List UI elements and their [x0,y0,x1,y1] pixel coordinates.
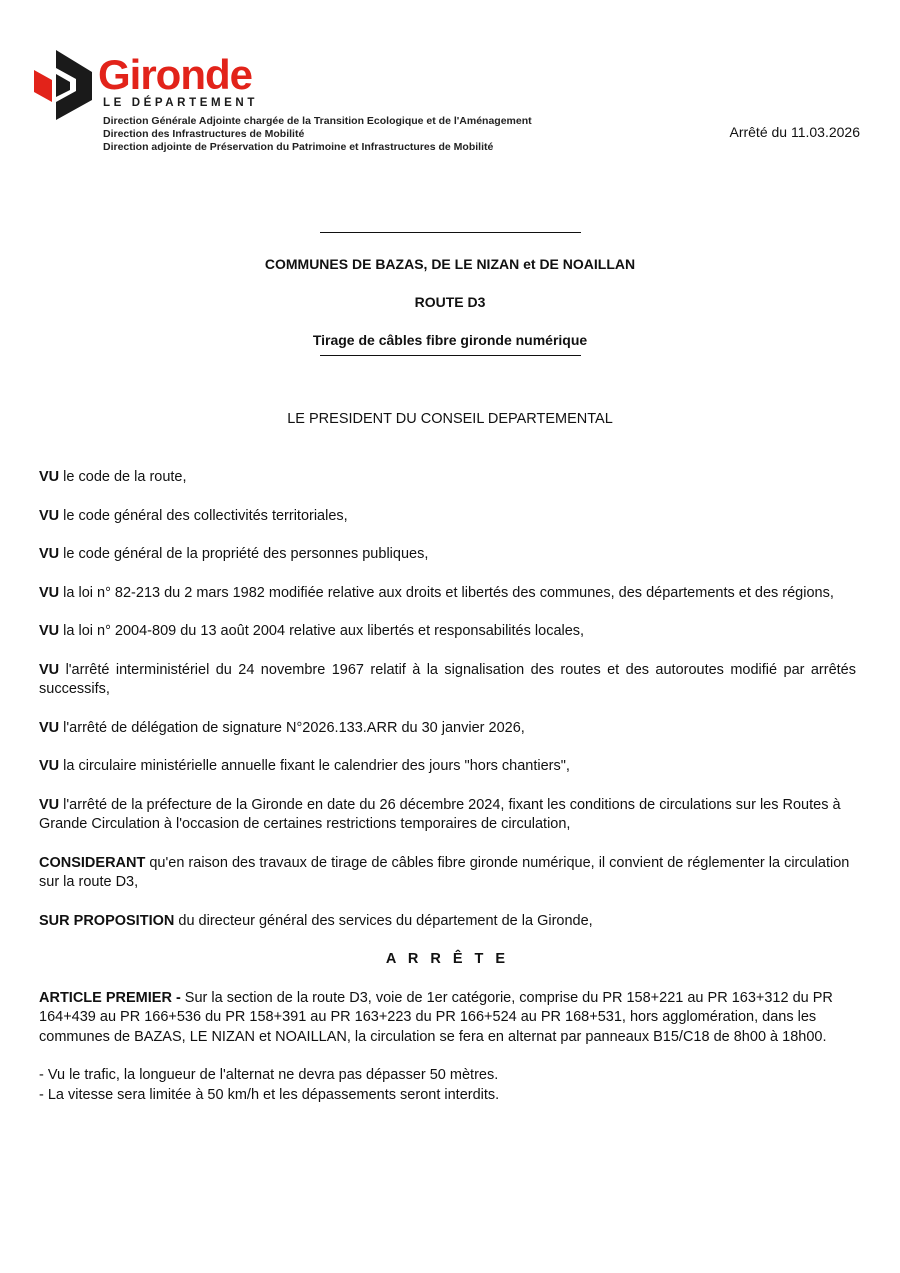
considerant-paragraph [39,854,856,893]
consideration-lead: CONSIDERANT [39,854,146,871]
arrete-date: Arrêté du 11.03.2026 [729,124,860,140]
article-text: Sur la section de la route D3, voie de 1er catégorie, comprise du PR 158+221 au PR 163+312 du PR 164+439 au PR 166+536 du PR 158+391 au PR 163+223 du PR 166+524 au PR 168+531, hors agglomération, dans les communes de BAZAS, LE NIZAN et NOAILLAN, la circulation se fera en alternat par panneaux B15/C18 de 8h00 à 18h00. [39,990,833,1045]
consideration-text: l'arrêté interministériel du 24 novembre 1967 relatif à la signalisation des routes et des autoroutes modifié par arrêtés successifs, [39,661,856,698]
direction-line: Direction Générale Adjointe chargée de la Transition Ecologique et de l'Aménagement [103,115,532,127]
arrete-heading: A R R Ê T E [385,951,510,968]
consideration-lead: VU [39,797,60,814]
consideration-lead: VU [39,507,60,524]
consideration-lead: SUR PROPOSITION [39,912,175,929]
consideration-text: l'arrêté de délégation de signature N°2026.133.ARR du 30 janvier 2026, [59,719,525,736]
title-block [0,232,900,356]
article-premier-paragraph [39,989,856,1047]
gironde-logo-icon [34,50,96,120]
logo-name: Gironde [98,51,253,98]
consideration-lead: VU [39,469,60,485]
consideration-lead: VU [39,584,60,601]
consideration-text: la circulaire ministérielle annuelle fixant le calendrier des jours "hors chantiers", [59,758,570,775]
direction-line: Direction adjointe de Préservation du Patrimoine et Infrastructures de Mobilité [103,141,494,153]
consideration-paragraph [39,757,856,776]
communes-title: COMMUNES DE BAZAS, DE LE NIZAN et DE NOAILLAN [264,256,636,272]
direction-line: Direction des Infrastructures de Mobilité [103,128,305,140]
condition-line: - Vu le trafic, la longueur de l'alternat ne devra pas dépasser 50 mètres. [39,1067,499,1084]
document-header [0,0,900,170]
consideration-text: l'arrêté de la préfecture de la Gironde en date du 26 décembre 2024, fixant les conditions de circulations sur les Routes à Grande Circulation à l'occasion de certaines restrictions temporaires de circulation, [39,797,841,833]
consideration-paragraph [39,719,856,738]
condition-line: - La vitesse sera limitée à 50 km/h et les dépassements seront interdits. [39,1086,500,1103]
consideration-text: qu'en raison des travaux de tirage de câbles fibre gironde numérique, il convient de réglementer la circulation sur la route D3, [39,854,850,891]
consideration-lead: VU [39,661,60,678]
consideration-paragraph [39,622,856,641]
consideration-text: du directeur général des services du département de la Gironde, [174,912,593,929]
consideration-lead: VU [39,623,60,640]
consideration-text: la loi n° 2004-809 du 13 août 2004 relative aux libertés et responsabilités locales, [59,623,585,640]
consideration-text: le code de la route, [59,469,187,485]
consideration-lead: VU [39,719,60,736]
consideration-paragraph [39,796,856,835]
consideration-lead: VU [39,546,60,563]
title-rule-bottom [320,355,581,356]
title-rule-top [320,232,581,233]
article-conditions [39,1066,856,1105]
consideration-text: le code général de la propriété des personnes publiques, [59,546,429,563]
logo-subtitle: LE DÉPARTEMENT [103,97,258,109]
consideration-paragraph [39,545,856,564]
consideration-paragraph [39,468,856,487]
consideration-paragraph [39,661,856,700]
route-title: ROUTE D3 [414,294,486,310]
article-lead: ARTICLE PREMIER - [39,990,181,1007]
consideration-paragraph [39,584,856,603]
document-body [39,468,856,1105]
consideration-lead: VU [39,758,60,775]
president-heading: LE PRESIDENT DU CONSEIL DEPARTEMENTAL [287,411,613,427]
subject-title: Tirage de câbles fibre gironde numérique [312,332,588,348]
proposition-paragraph [39,912,856,931]
directions-list [103,115,532,154]
consideration-text: le code général des collectivités territoriales, [59,507,348,524]
consideration-paragraph [39,507,856,526]
consideration-text: la loi n° 82-213 du 2 mars 1982 modifiée relative aux droits et libertés des communes, des départements et des régions, [59,584,834,601]
